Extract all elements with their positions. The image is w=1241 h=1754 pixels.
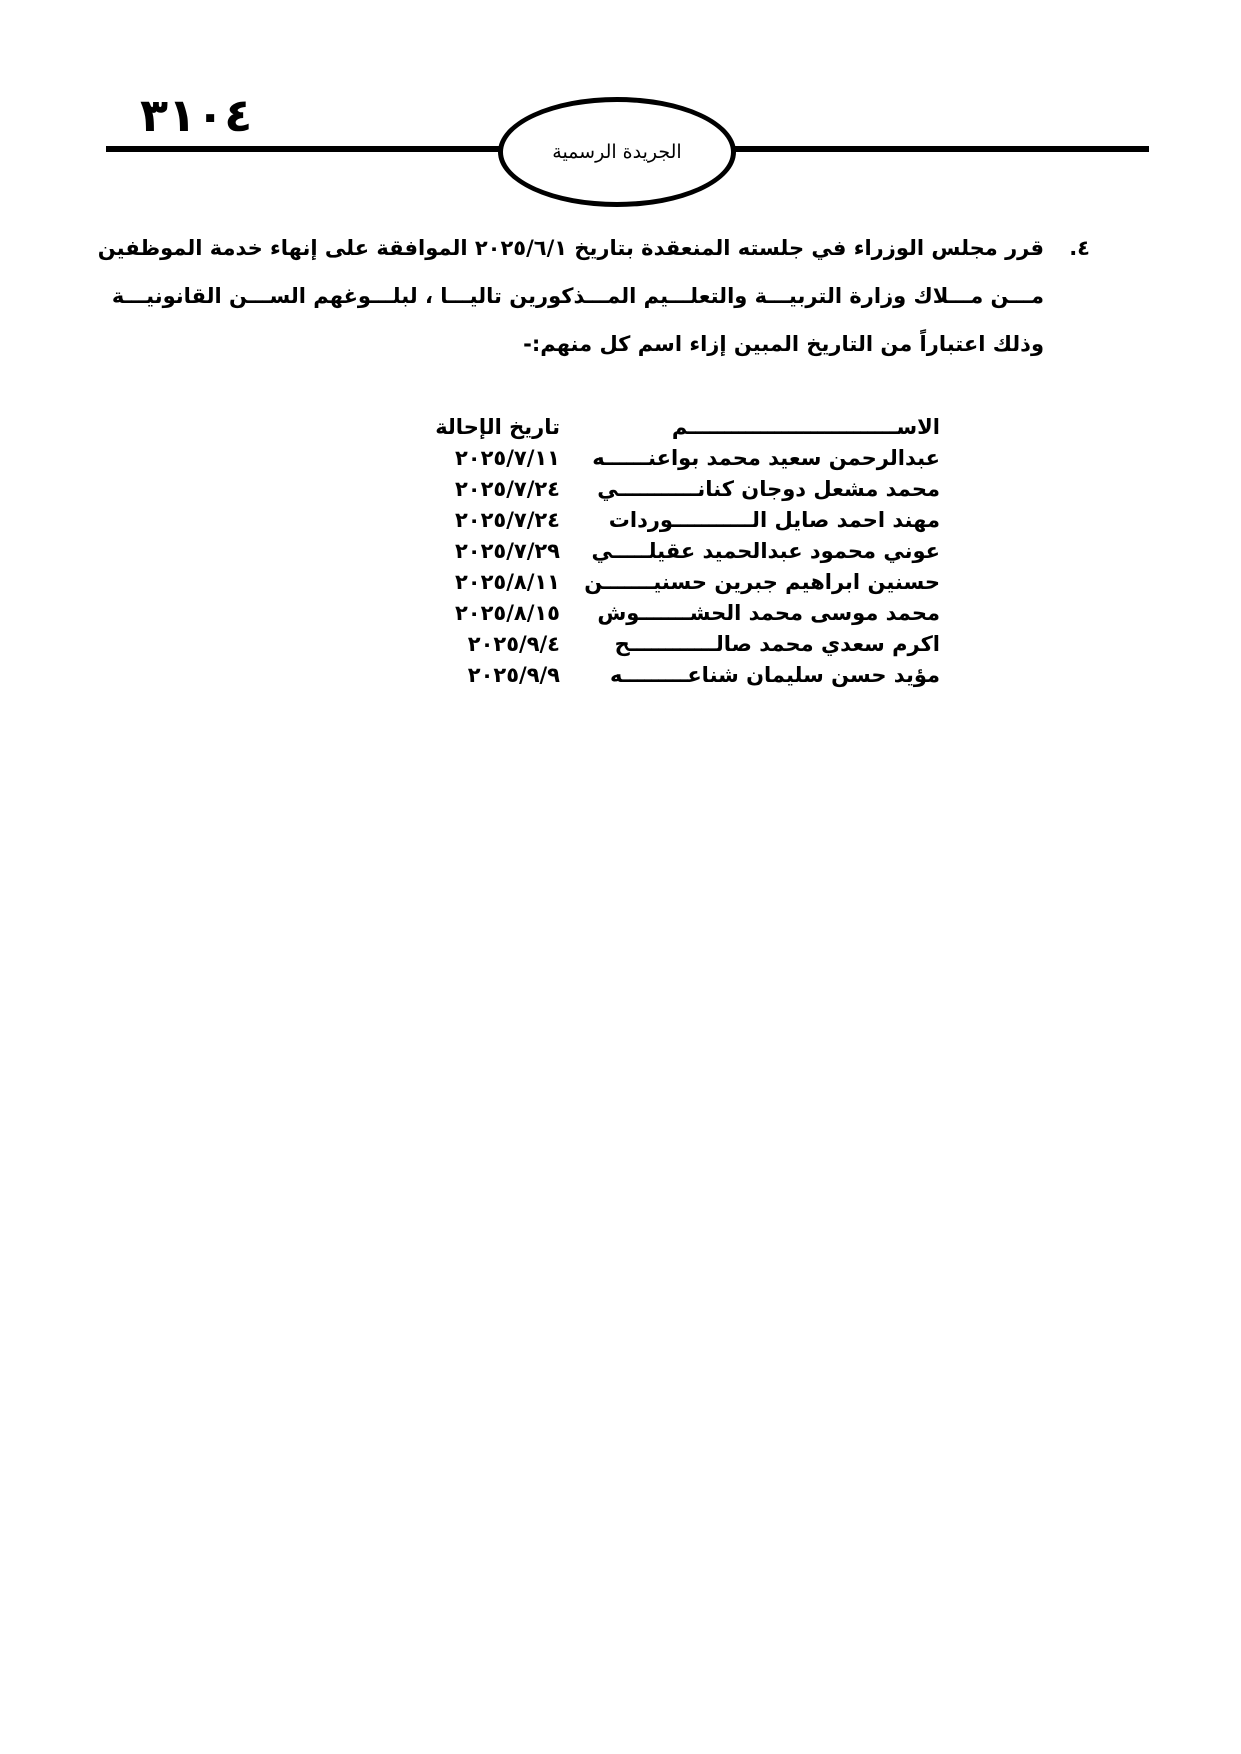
- retirees-table: [380, 412, 940, 691]
- table-header-row: [380, 412, 940, 443]
- retirement-date: ٢٠٢٥/٧/٢٤: [454, 477, 560, 501]
- decree-line-3: وذلك اعتباراً من التاريخ المبين إزاء اسم كل منهم:-: [523, 332, 1044, 356]
- employee-name: اكرم سعدي محمد صالــــــــــــح: [614, 632, 940, 656]
- table-row: [380, 629, 940, 660]
- page-number: ٣١٠٤: [140, 88, 253, 142]
- table-row: [380, 443, 940, 474]
- gazette-title-oval: [498, 97, 736, 207]
- column-header-name: الاســـــــــــــــــــــــــــــم: [671, 415, 940, 439]
- retirement-date: ٢٠٢٥/٩/٤: [467, 632, 560, 656]
- employee-name: محمد موسى محمد الحشـــــــوش: [597, 601, 940, 625]
- table-row: [380, 660, 940, 691]
- employee-name: مهند احمد صايل الـــــــــــوردات: [608, 508, 940, 532]
- table-row: [380, 567, 940, 598]
- employee-name: عبدالرحمن سعيد محمد بواعنــــــه: [592, 446, 940, 470]
- table-row: [380, 536, 940, 567]
- decree-number: ٤.: [1069, 236, 1090, 260]
- gazette-title: الجريدة الرسمية: [552, 141, 682, 163]
- decree-line-2: مـــن مـــلاك وزارة التربيـــة والتعلـــيم المـــذكورين تاليـــا ، لبلـــوغهم الســـن القانونيـــة: [111, 284, 1044, 308]
- table-row: [380, 598, 940, 629]
- retirement-date: ٢٠٢٥/٨/١١: [454, 570, 560, 594]
- table-row: [380, 505, 940, 536]
- column-header-date: تاريخ الإحالة: [435, 415, 560, 439]
- employee-name: مؤيد حسن سليمان شناعـــــــــه: [610, 663, 940, 687]
- decree-paragraph: [97, 224, 1090, 368]
- retirement-date: ٢٠٢٥/٧/١١: [454, 446, 560, 470]
- employee-name: عوني محمود عبدالحميد عقيلـــــي: [591, 539, 940, 563]
- retirement-date: ٢٠٢٥/٩/٩: [467, 663, 560, 687]
- retirement-date: ٢٠٢٥/٧/٢٤: [454, 508, 560, 532]
- decree-line-1-text: قرر مجلس الوزراء في جلسته المنعقدة بتاريخ ٢٠٢٥/٦/١ الموافقة على إنهاء خدمة الموظفين: [97, 236, 1044, 260]
- retirement-date: ٢٠٢٥/٨/١٥: [454, 601, 560, 625]
- decree-line-1: [97, 224, 1090, 272]
- employee-name: حسنين ابراهيم جبرين حسنيـــــــن: [584, 570, 940, 594]
- table-row: [380, 474, 940, 505]
- retirement-date: ٢٠٢٥/٧/٢٩: [454, 539, 560, 563]
- employee-name: محمد مشعل دوجان كنانـــــــــــي: [597, 477, 940, 501]
